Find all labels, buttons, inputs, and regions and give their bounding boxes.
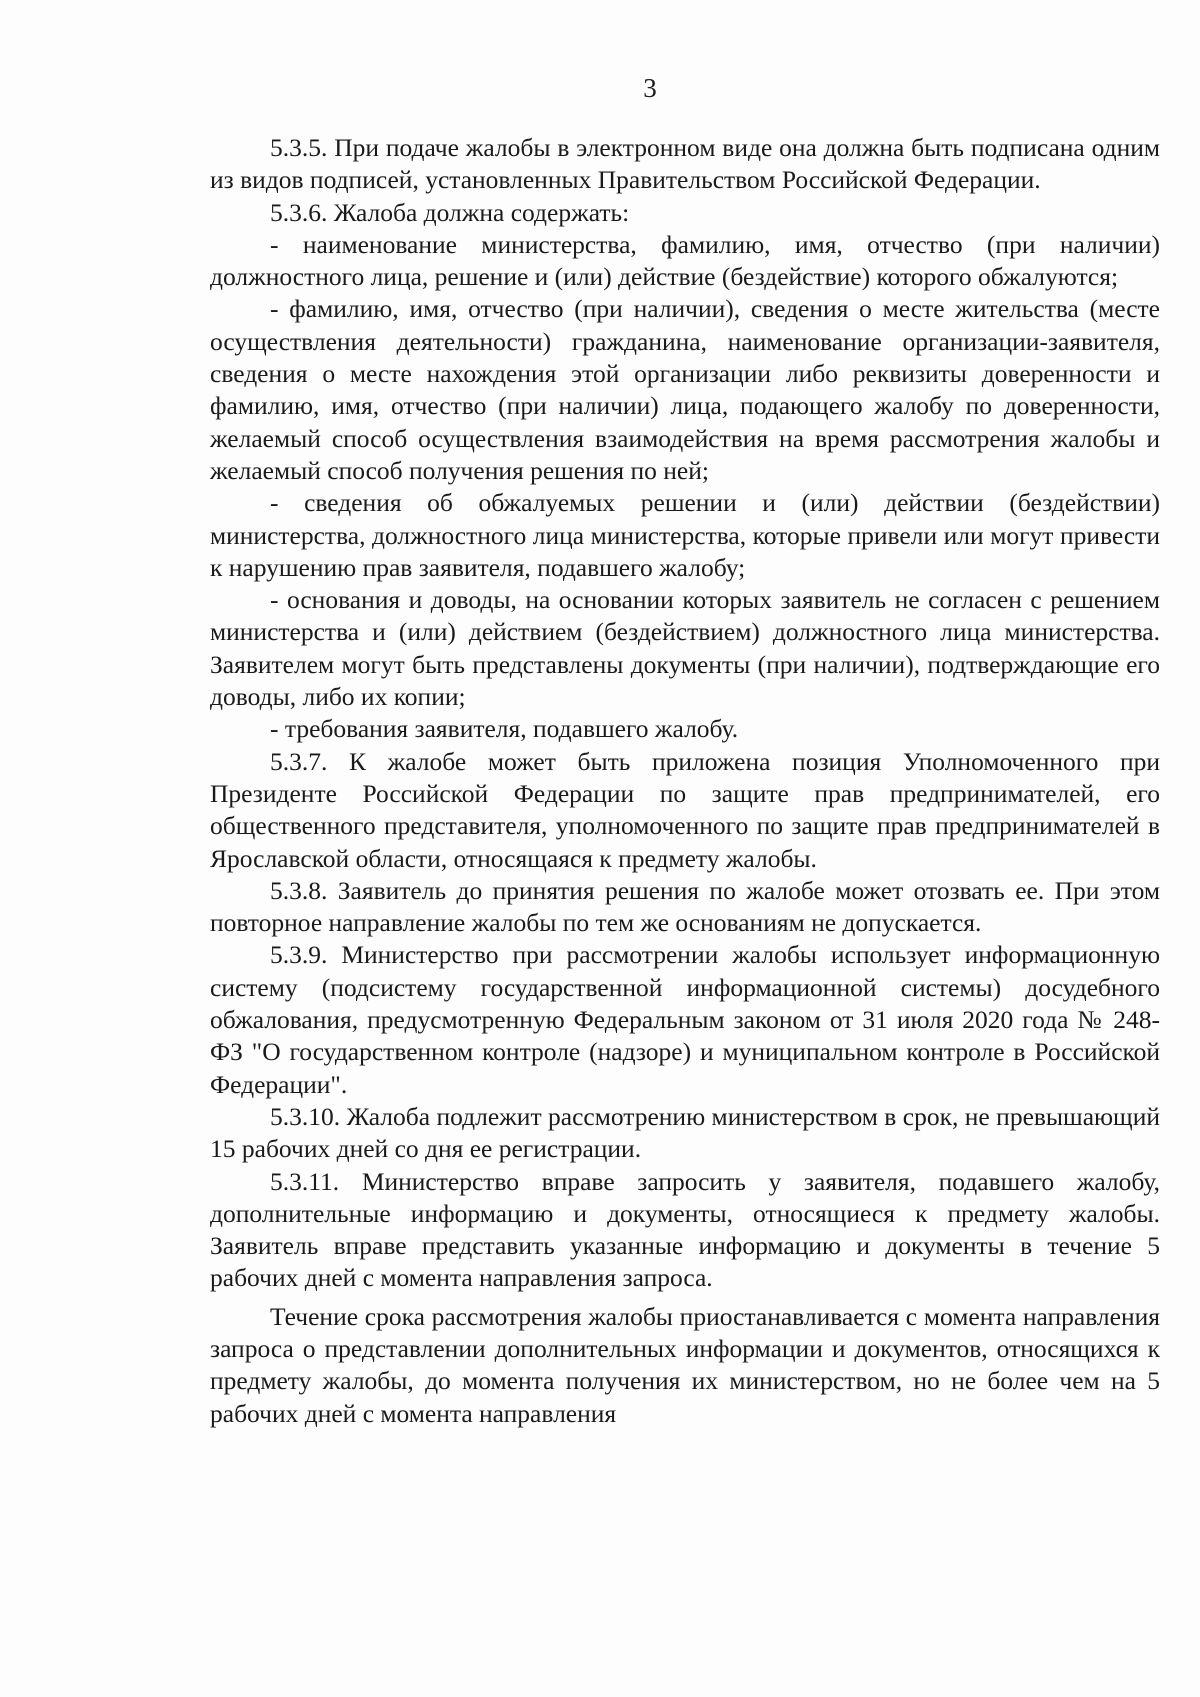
document-body: [210, 132, 1160, 1430]
paragraph-5-3-6: 5.3.6. Жалоба должна содержать:: [270, 197, 630, 227]
paragraph-5-3-10: 5.3.10. Жалоба подлежит рассмотрению министерством в срок, не превышающий 15 рабочих дней со дня ее регистрации.: [210, 1101, 1160, 1164]
paragraph-5-3-9: 5.3.9. Министерство при рассмотрении жалобы использует информационную систему (подсистему государственной информационной системы) досудебного обжалования, предусмотренную Федеральным законом от 31 июля 2020 года № 248-ФЗ "О государственном контроле (надзоре) и муниципальном контроле в Российской Федерации".: [210, 940, 1160, 1099]
list-item-grounds: - основания и доводы, на основании которых заявитель не согласен с решением министерства и (или) действием (бездействием) должностного лица министерства. Заявителем могут быть представлены документы (при наличии), подтверждающие его доводы, либо их копии;: [210, 585, 1160, 712]
paragraph-5-3-11: 5.3.11. Министерство вправе запросить у заявителя, подавшего жалобу, дополнительные информацию и документы, относящиеся к предмету жалобы. Заявитель вправе представить указанные информацию и документы в течение 5 рабочих дней с момента направления запроса.: [210, 1166, 1160, 1293]
paragraph-5-3-8: 5.3.8. Заявитель до принятия решения по жалобе может отозвать ее. При этом повторное направление жалобы по тем же основаниям не допускается.: [210, 875, 1160, 938]
list-item-appealed-decision: - сведения об обжалуемых решении и (или) действии (бездействии) министерства, должностного лица министерства, которые привели или могут привести к нарушению прав заявителя, подавшего жалобу;: [210, 488, 1160, 582]
paragraph-5-3-5: 5.3.5. При подаче жалобы в электронном виде она должна быть подписана одним из видов подписей, установленных Правительством Российской Федерации.: [210, 133, 1160, 195]
list-item-ministry-name: - наименование министерства, фамилию, имя, отчество (при наличии) должностного лица, решение и (или) действие (бездействие) которого обжалуются;: [210, 229, 1160, 292]
paragraph-5-3-7: 5.3.7. К жалобе может быть приложена позиция Уполномоченного при Президенте Российской Федерации по защите прав предпринимателей, его общественного представителя, уполномоченного по защите прав предпринимателей в Ярославской области, относящаяся к предмету жалобы.: [210, 746, 1160, 873]
page-number: 3: [643, 73, 657, 103]
paragraph-suspension: Течение срока рассмотрения жалобы приостанавливается с момента направления запроса о представлении дополнительных информации и документов, относящихся к предмету жалобы, до момента получения их министерством, но не более чем на 5 рабочих дней с момента направления: [210, 1301, 1160, 1428]
list-item-requirements: - требования заявителя, подавшего жалобу.: [270, 714, 739, 744]
list-item-applicant-info: - фамилию, имя, отчество (при наличии), сведения о месте жительства (месте осуществления деятельности) гражданина, наименование организации-заявителя, сведения о месте нахождения этой организации либо реквизиты доверенности и фамилию, имя, отчество (при наличии) лица, подающего жалобу по доверенности, желаемый способ осуществления взаимодействия на время рассмотрения жалобы и желаемый способ получения решения по ней;: [210, 294, 1160, 485]
